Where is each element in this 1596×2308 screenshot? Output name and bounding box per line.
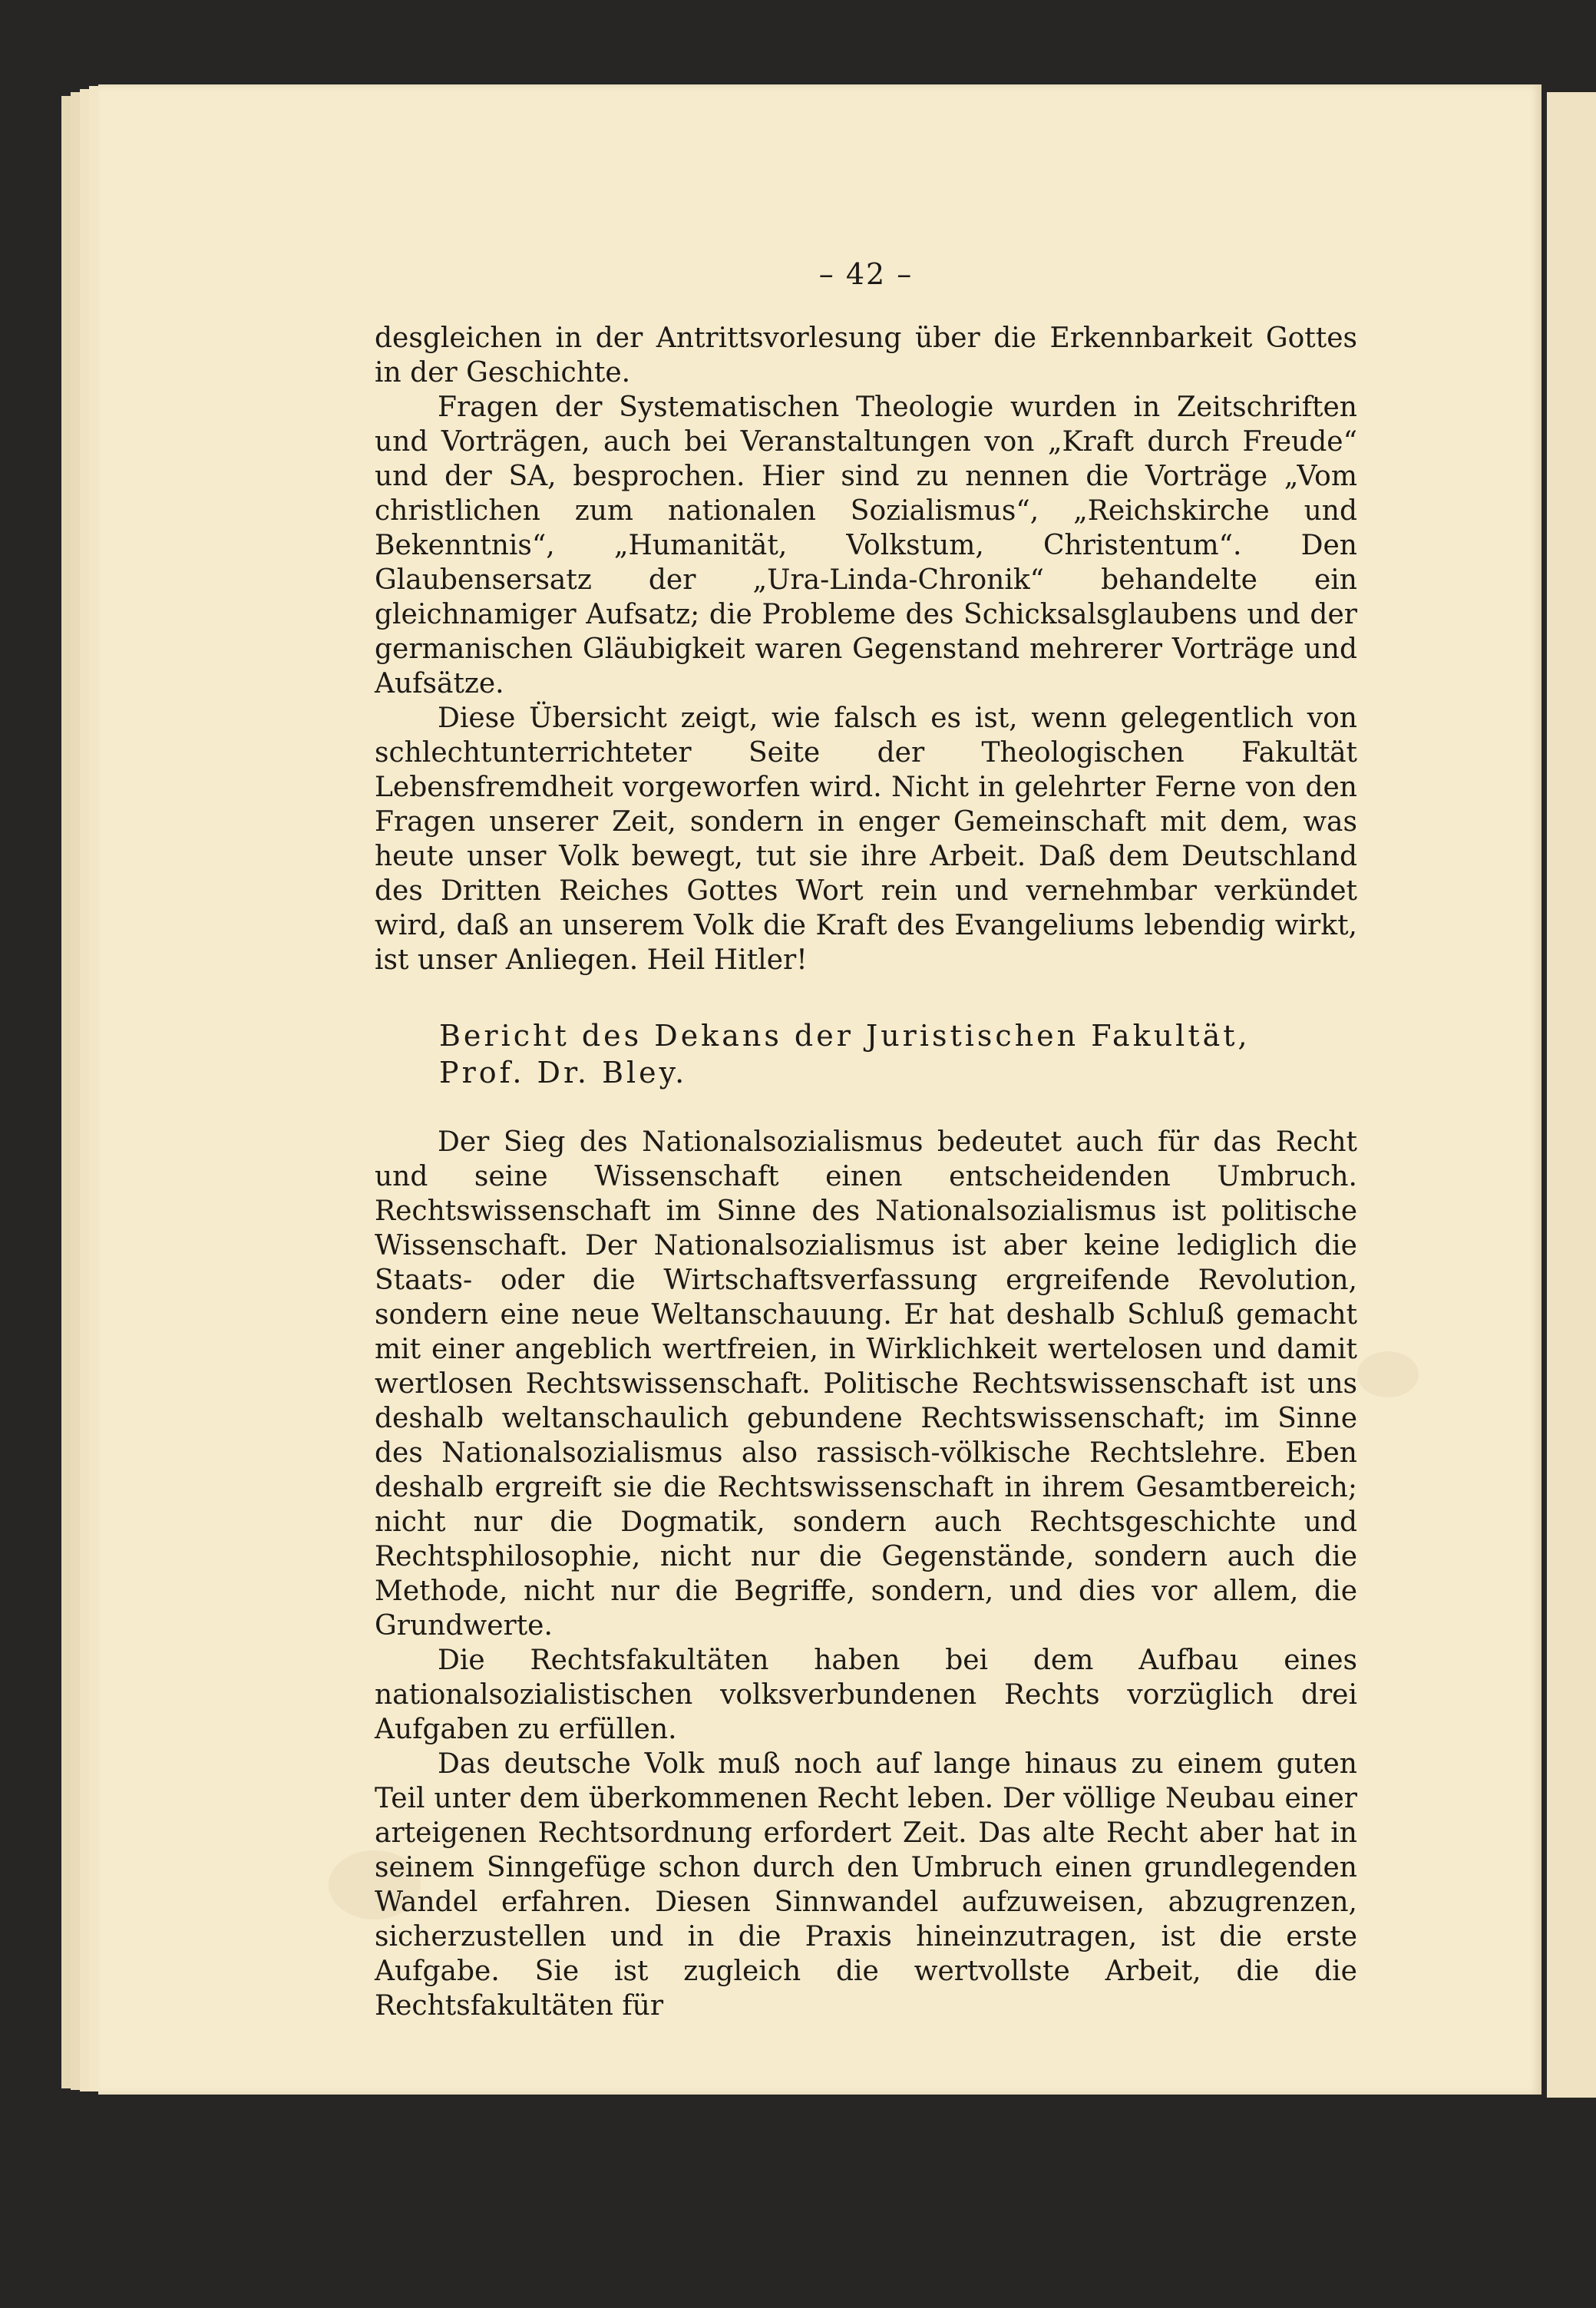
- heading-line: Prof. Dr. Bley.: [439, 1056, 688, 1090]
- paragraph: Fragen der Systematischen Theologie wurden in Zeitschriften und Vorträgen, auch bei Veranstaltungen von „Kraft durch Freude“ und der SA, besprochen. Hier sind zu nennen die Vorträge „Vom christlichen zum nationalen Sozialismus“, „Reichskirche und Bekenntnis“, „Humanität, Volkstum, Christentum“. Den Glaubensersatz der „Ura-Linda-Chronik“ behandelte ein gleichnamiger Aufsatz; die Probleme des Schicksalsglaubens und der germanischen Gläubigkeit waren Gegenstand mehrerer Vorträge und Aufsätze.: [375, 392, 1357, 699]
- paragraph: Der Sieg des Nationalsozialismus bedeutet auch für das Recht und seine Wissenschaft einen entscheidenden Umbruch. Rechtswissenschaft im Sinne des Nationalsozialismus ist politische Wissenschaft. Der Nationalsozialismus ist aber keine lediglich die Staats- oder die Wirtschaftsverfassung ergreifende Revolution, sondern eine neue Weltanschauung. Er hat deshalb Schluß gemacht mit einer angeblich wertfreien, in Wirklichkeit wertelosen und damit wertlosen Rechtswissenschaft. Politische Rechtswissenschaft ist uns deshalb weltanschaulich gebundene Rechtswissenschaft; im Sinne des Nationalsozialismus also rassisch-völkische Rechtslehre. Eben deshalb ergreift sie die Rechtswissenschaft in ihrem Gesamtbereich; nicht nur die Dogmatik, sondern auch Rechtsgeschichte und Rechtsphilosophie, nicht nur die Gegenstände, sondern auch die Methode, nicht nur die Begriffe, sondern, und dies vor allem, die Grundwerte.: [375, 1126, 1357, 1642]
- paper-stain: [1357, 1351, 1419, 1397]
- page-number: – 42 –: [818, 257, 914, 291]
- adjacent-page: [1545, 92, 1596, 2098]
- section-theology-continued: [375, 321, 1357, 977]
- section-law-faculty: [375, 1125, 1357, 2023]
- paragraph: desgleichen in der Antrittsvorlesung über die Erkennbarkeit Gottes in der Geschichte.: [375, 322, 1357, 389]
- heading-line: Bericht des Dekans der Juristischen Fakultät,: [439, 1019, 1251, 1053]
- paragraph: Diese Übersicht zeigt, wie falsch es ist, wenn gelegentlich von schlechtunterrichteter Seite der Theologischen Fakultät Lebensfremdheit vorgeworfen wird. Nicht in gelehrter Ferne von den Fragen unserer Zeit, sondern in enger Gemeinschaft mit dem, was heute unser Volk bewegt, tut sie ihre Arbeit. Daß dem Deutschland des Dritten Reiches Gottes Wort rein und vernehmbar verkündet wird, daß an unserem Volk die Kraft des Evangeliums lebendig wirkt, ist unser Anliegen. Heil Hitler!: [375, 703, 1357, 976]
- paragraph: Die Rechtsfakultäten haben bei dem Aufbau eines nationalsozialistischen volksverbundenen Rechts vorzüglich drei Aufgaben zu erfüllen.: [375, 1645, 1357, 1745]
- section-heading: [375, 1017, 1357, 1091]
- paragraph: Das deutsche Volk muß noch auf lange hinaus zu einem guten Teil unter dem überkommenen Recht leben. Der völlige Neubau einer arteigenen Rechtsordnung erfordert Zeit. Das alte Recht aber hat in seinem Sinngefüge schon durch den Umbruch einen grundlegenden Wandel erfahren. Diesen Sinnwandel aufzuweisen, abzugrenzen, sicherzustellen und in die Praxis hineinzutragen, ist die erste Aufgabe. Sie ist zugleich die wertvollste Arbeit, die die Rechtsfakultäten für: [375, 1748, 1357, 2022]
